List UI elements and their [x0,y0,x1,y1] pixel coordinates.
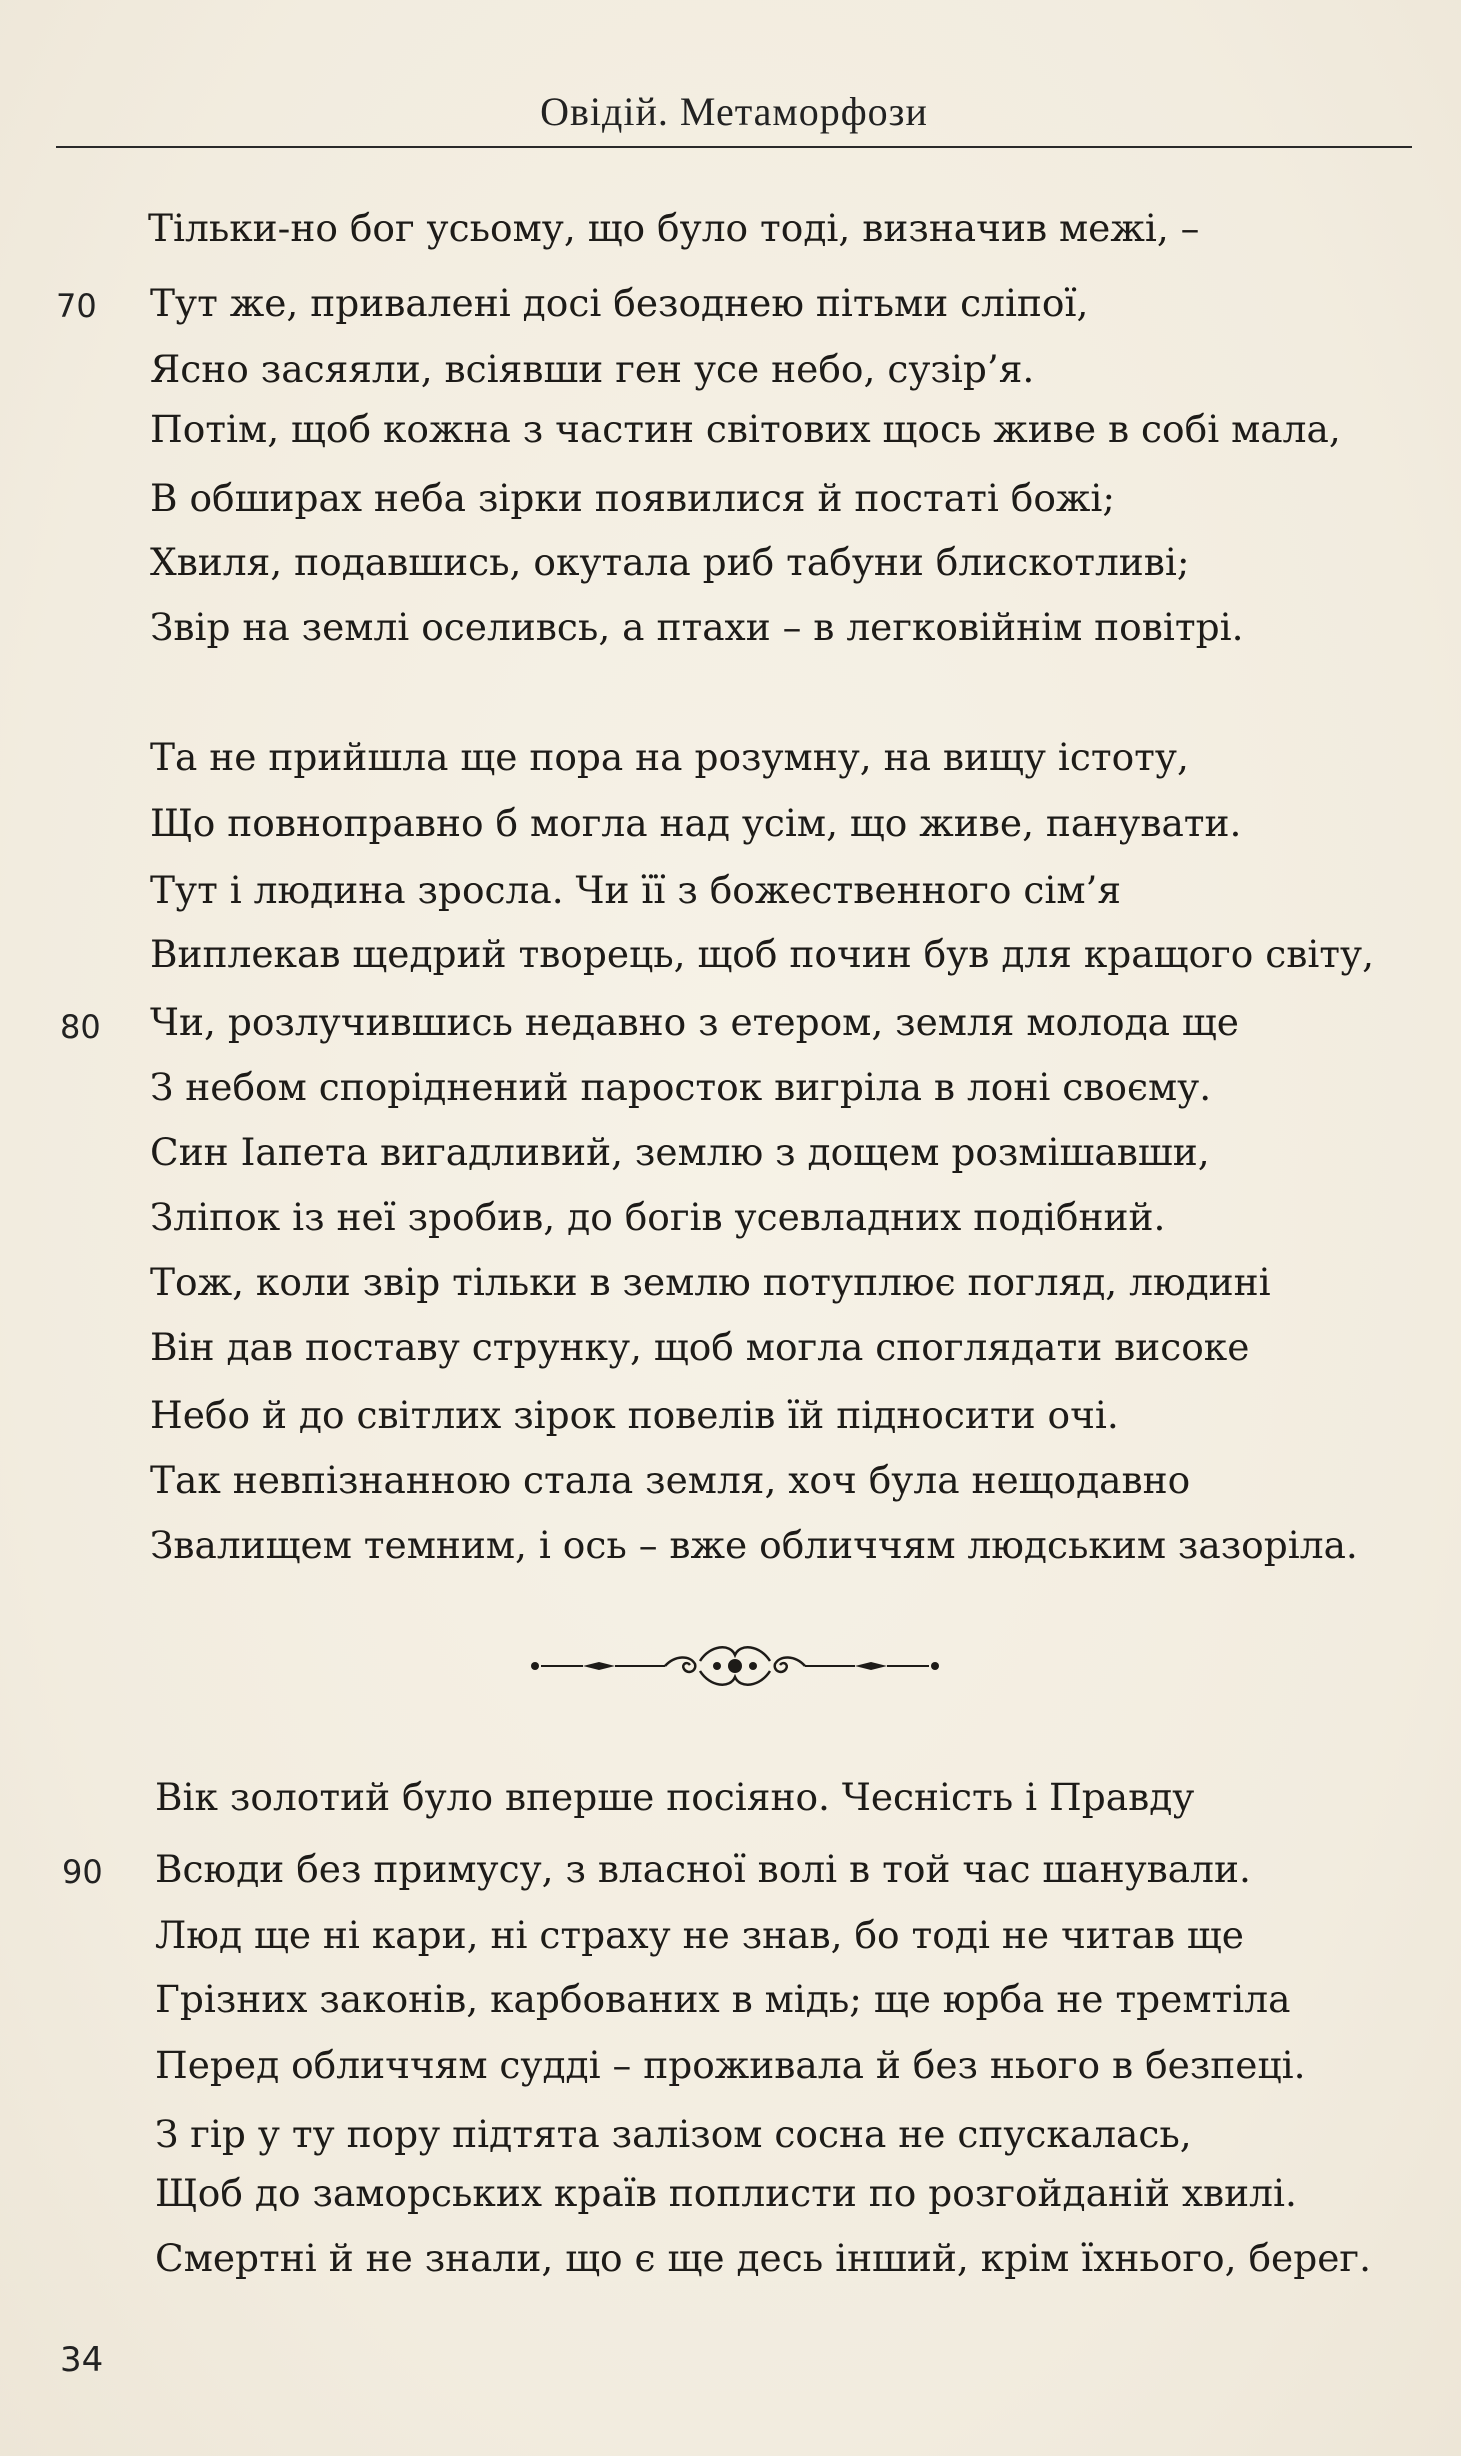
verse-line: Зліпок із неї зробив, до богів усевладних подібний. [150,1195,1166,1239]
verse-line: Небо й до світлих зірок повелів їй підносити очі. [150,1393,1119,1437]
verse-line: Тут і людина зросла. Чи її з божественного сім’я [150,868,1122,912]
verse-line: Що повноправно б могла над усім, що живе, панувати. [150,801,1242,845]
verse-line: Він дав поставу струнку, щоб могла споглядати високе [150,1325,1250,1369]
verse-line: Вік золотий було вперше посіяно. Чесність і Правду [155,1775,1195,1819]
verse-line: В обширах неба зірки появилися й постаті божі; [150,476,1116,520]
verse-line: Перед обличчям судді – проживала й без нього в безпеці. [155,2043,1306,2087]
verse-line: Люд ще ні кари, ні страху не знав, бо тоді не читав ще [155,1913,1244,1957]
verse-line: Виплекав щедрий творець, щоб почин був для кращого світу, [150,932,1375,976]
running-head: Овідій. Метаморфози [540,89,928,134]
verse-line: Тож, коли звір тільки в землю потуплює погляд, людині [150,1260,1271,1304]
verse-line: Ясно засяяли, всіявши ген усе небо, сузір’я. [150,347,1035,391]
verse-line: Смертні й не знали, що є ще десь інший, крім їхнього, берег. [155,2236,1372,2280]
verse-line: Тільки-но бог усьому, що було тоді, визначив межі, – [148,206,1200,250]
verse-line: Звалищем темним, і ось – вже обличчям людським зазоріла. [150,1523,1358,1567]
verse-line: Так невпізнанною стала земля, хоч була нещодавно [150,1458,1191,1502]
header-rule [56,146,1412,148]
ornamental-divider [525,1631,945,1701]
verse-line: Тут же, привалені досі безоднею пітьми сліпої, [150,281,1089,325]
verse-line: Звір на землі оселивсь, а птахи – в легковійнім повітрі. [150,605,1244,649]
verse-line: Хвиля, подавшись, окутала риб табуни блискотливі; [150,540,1190,584]
verse-line: Потім, щоб кожна з частин світових щось живе в собі мала, [150,407,1341,451]
verse-line: Щоб до заморських країв поплисти по розгойданій хвилі. [155,2171,1297,2215]
page-number: 34 [60,2340,104,2380]
verse-line: З небом споріднений паросток вигріла в лоні своєму. [150,1065,1212,1109]
verse-line: Та не прийшла ще пора на розумну, на вищу істоту, [150,735,1189,779]
verse-line: З гір у ту пору підтята залізом сосна не спускалась, [155,2112,1192,2156]
verse-line: Всюди без примусу, з власної волі в той час шанували. [155,1847,1251,1891]
verse-line: Грізних законів, карбованих в мідь; ще юрба не тремтіла [155,1977,1291,2021]
line-number: 80 [60,1008,101,1046]
line-number: 90 [62,1853,103,1891]
verse-line: Син Іапета вигадливий, землю з дощем розмішавши, [150,1130,1210,1174]
verse-line: Чи, розлучившись недавно з етером, земля молода ще [150,1000,1239,1044]
line-number: 70 [56,287,97,325]
